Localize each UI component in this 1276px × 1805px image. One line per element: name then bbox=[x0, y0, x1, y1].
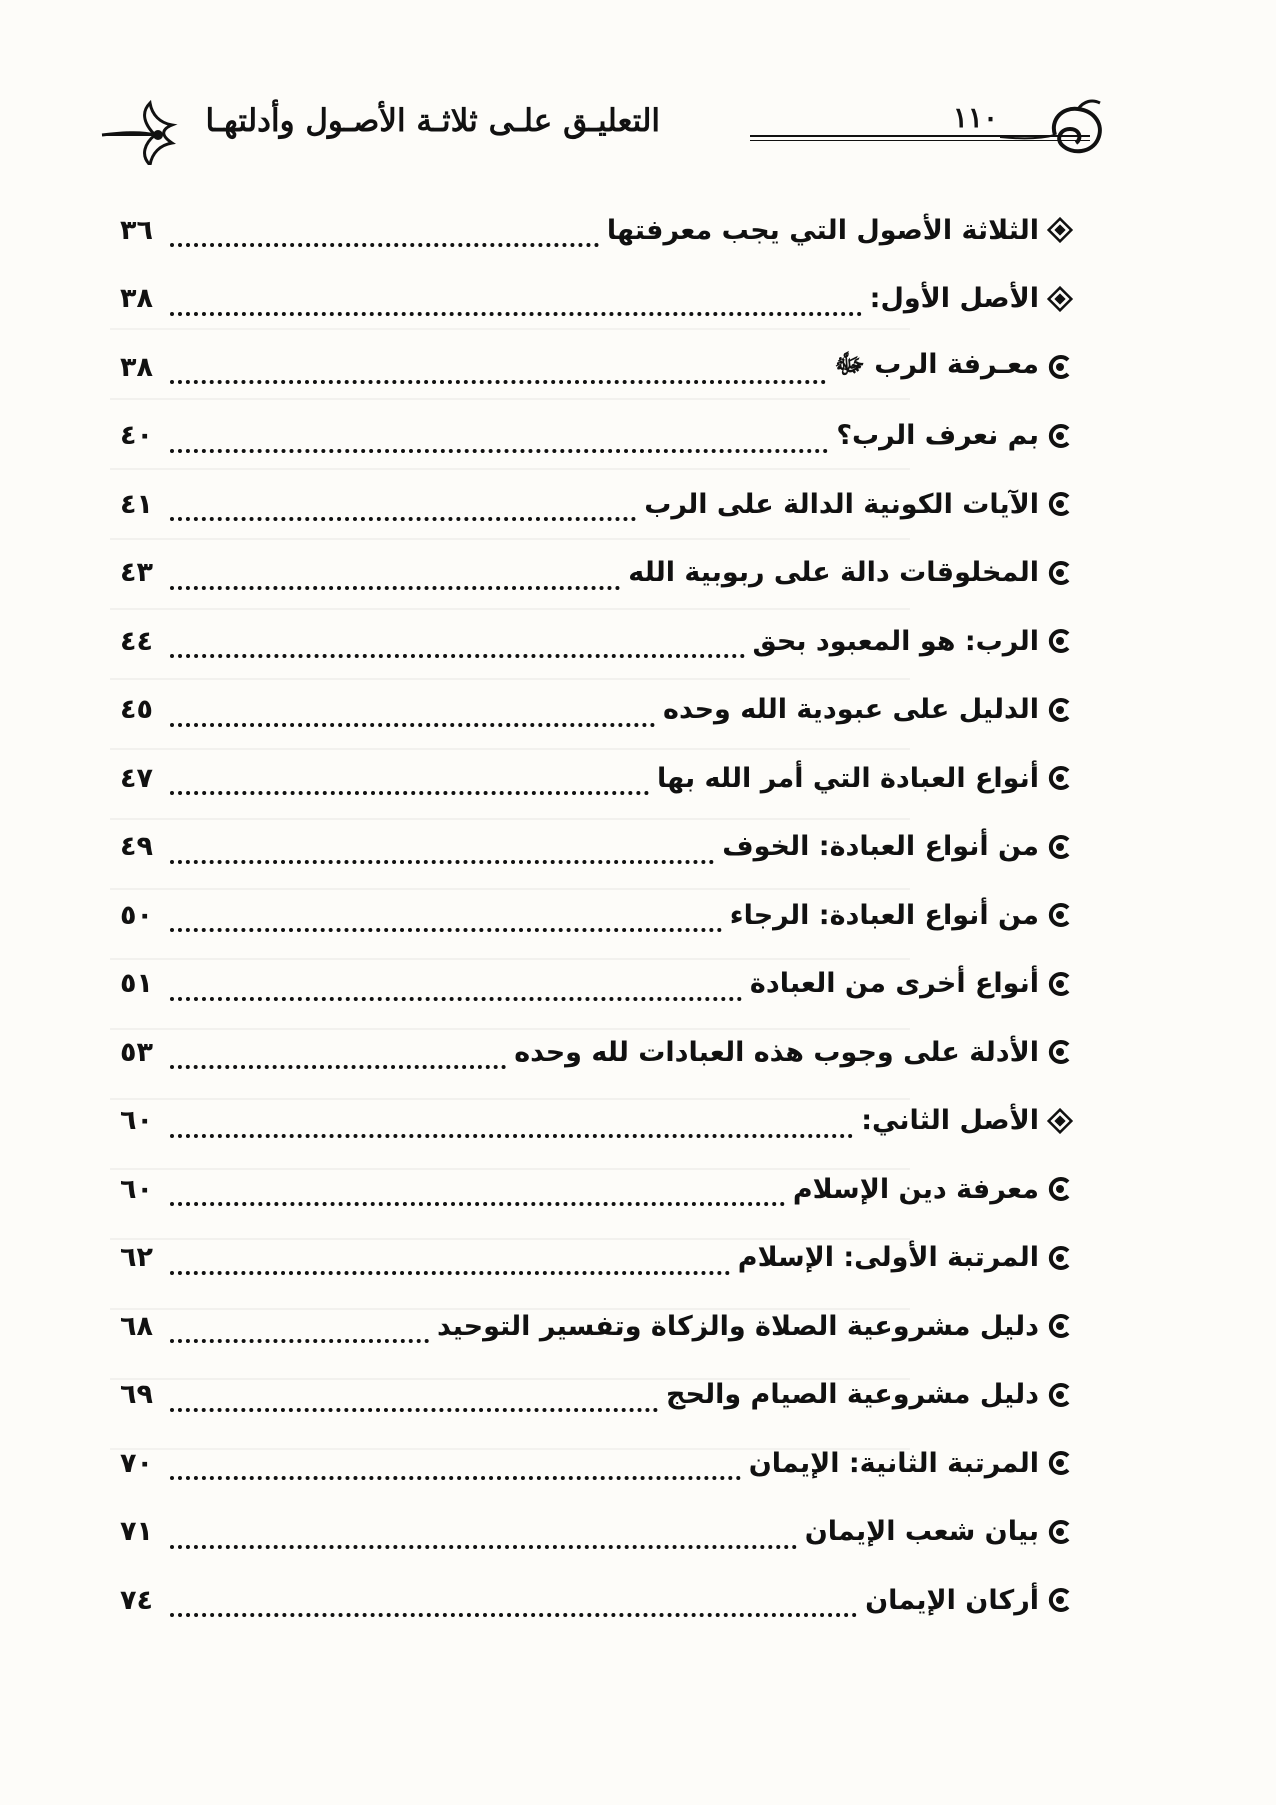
ring-bullet-icon bbox=[1045, 558, 1075, 588]
toc-entry-title: دليل مشروعية الصيام والحج bbox=[666, 1379, 1039, 1411]
toc-entry-page: ٤٩ bbox=[120, 831, 153, 863]
diamond-bullet-icon bbox=[1045, 284, 1075, 314]
dot-leader bbox=[170, 1114, 853, 1138]
dot-leader bbox=[170, 977, 742, 1001]
toc-entry-page: ٦٨ bbox=[120, 1310, 153, 1342]
toc-entry-title: الأصل الثاني: bbox=[861, 1105, 1039, 1137]
ring-bullet-icon bbox=[1045, 1311, 1075, 1341]
toc-entry-page: ٤١ bbox=[120, 488, 153, 520]
toc-section-row bbox=[120, 265, 1075, 334]
ring-bullet-icon bbox=[1045, 1243, 1075, 1273]
toc-entry-page: ٤٠ bbox=[120, 420, 153, 452]
ring-bullet-icon bbox=[1045, 626, 1075, 656]
toc-item-row bbox=[120, 950, 1075, 1019]
toc-entry-title: معـرفة الرب ﷻ bbox=[834, 349, 1039, 381]
toc-section-row bbox=[120, 196, 1075, 265]
toc-entry-page: ٣٦ bbox=[120, 214, 153, 246]
dot-leader bbox=[170, 1388, 658, 1412]
toc-entry-page: ٦٢ bbox=[120, 1242, 153, 1274]
toc-entry-title: بم نعرف الرب؟ bbox=[836, 420, 1039, 452]
toc-item-row bbox=[120, 1429, 1075, 1498]
dot-leader bbox=[170, 223, 599, 247]
toc-entry-page: ٧١ bbox=[120, 1516, 153, 1548]
toc-entry-title: أنواع العبادة التي أمر الله بها bbox=[657, 762, 1039, 794]
dot-leader bbox=[170, 497, 636, 521]
dot-leader bbox=[170, 703, 655, 727]
toc-item-row bbox=[120, 1224, 1075, 1293]
left-ornament-icon bbox=[100, 95, 180, 165]
page-number: ١١٠ bbox=[952, 101, 998, 134]
toc-entry-page: ٤٣ bbox=[120, 557, 153, 589]
dot-leader bbox=[170, 292, 862, 316]
toc-entry-title: المرتبة الأولى: الإسلام bbox=[737, 1242, 1039, 1274]
diamond-bullet-icon bbox=[1045, 215, 1075, 245]
toc-entry-page: ٤٥ bbox=[120, 694, 153, 726]
ring-bullet-icon bbox=[1045, 1174, 1075, 1204]
toc-entry-page: ٦٠ bbox=[120, 1105, 153, 1137]
toc-item-row bbox=[120, 1361, 1075, 1430]
toc-entry-title: المرتبة الثانية: الإيمان bbox=[748, 1447, 1039, 1479]
ring-bullet-icon bbox=[1045, 489, 1075, 519]
dot-leader bbox=[170, 1251, 730, 1275]
dot-leader bbox=[170, 1593, 857, 1617]
toc-entry-title: المخلوقات دالة على ربوبية الله bbox=[628, 557, 1039, 589]
ring-bullet-icon bbox=[1045, 832, 1075, 862]
ring-bullet-icon bbox=[1045, 421, 1075, 451]
ring-bullet-icon bbox=[1045, 1037, 1075, 1067]
toc-entry-title: الآيات الكونية الدالة على الرب bbox=[644, 488, 1039, 520]
toc-entry-title: الأصل الأول: bbox=[869, 283, 1039, 315]
toc-entry-title: أركان الإيمان bbox=[865, 1584, 1039, 1616]
toc-item-row bbox=[120, 1018, 1075, 1087]
ring-bullet-icon bbox=[1045, 1380, 1075, 1410]
toc-item-row bbox=[120, 539, 1075, 608]
toc-entry-page: ٥٠ bbox=[120, 899, 153, 931]
toc-entry-title: معرفة دين الإسلام bbox=[792, 1173, 1039, 1205]
toc-entry-page: ٧٠ bbox=[120, 1447, 153, 1479]
toc-entry-page: ٥٣ bbox=[120, 1036, 153, 1068]
dot-leader bbox=[170, 840, 714, 864]
toc-entry-title: أنواع أخرى من العبادة bbox=[749, 968, 1039, 1000]
ring-bullet-icon bbox=[1045, 1585, 1075, 1615]
toc-entry-title: الأدلة على وجوب هذه العبادات لله وحده bbox=[514, 1036, 1039, 1068]
dot-leader bbox=[170, 908, 722, 932]
toc-item-row bbox=[120, 1292, 1075, 1361]
page-header bbox=[100, 95, 1110, 165]
dot-leader bbox=[170, 1045, 506, 1069]
toc-item-row bbox=[120, 881, 1075, 950]
dot-leader bbox=[170, 566, 620, 590]
toc-item-row bbox=[120, 333, 1075, 402]
dot-leader bbox=[170, 360, 826, 384]
ring-bullet-icon bbox=[1045, 969, 1075, 999]
toc-item-row bbox=[120, 813, 1075, 882]
ring-bullet-icon bbox=[1045, 1517, 1075, 1547]
ring-bullet-icon bbox=[1045, 900, 1075, 930]
toc-item-row bbox=[120, 1498, 1075, 1567]
ring-bullet-icon bbox=[1045, 763, 1075, 793]
toc-entry-title: من أنواع العبادة: الخوف bbox=[722, 831, 1039, 863]
toc-item-row bbox=[120, 470, 1075, 539]
dot-leader bbox=[170, 771, 649, 795]
toc-entry-title: الرب: هو المعبود بحق bbox=[752, 625, 1039, 657]
toc-entry-page: ٥١ bbox=[120, 968, 153, 1000]
toc-entry-title: بيان شعب الإيمان bbox=[804, 1516, 1039, 1548]
diamond-bullet-icon bbox=[1045, 1106, 1075, 1136]
toc-entry-page: ٣٨ bbox=[120, 351, 153, 383]
toc-entry-page: ٣٨ bbox=[120, 283, 153, 315]
toc-entry-page: ٤٧ bbox=[120, 762, 153, 794]
toc-entry-page: ٦٩ bbox=[120, 1379, 153, 1411]
toc-item-row bbox=[120, 607, 1075, 676]
right-ornament-icon bbox=[1000, 95, 1110, 165]
dot-leader bbox=[170, 1525, 797, 1549]
toc-entry-page: ٧٤ bbox=[120, 1584, 153, 1616]
ring-bullet-icon bbox=[1045, 695, 1075, 725]
toc-entry-title: دليل مشروعية الصلاة والزكاة وتفسير التوحيد bbox=[437, 1310, 1039, 1342]
dot-leader bbox=[170, 429, 828, 453]
toc-entry-page: ٦٠ bbox=[120, 1173, 153, 1205]
toc-item-row bbox=[120, 402, 1075, 471]
table-of-contents bbox=[120, 196, 1075, 1635]
toc-item-row bbox=[120, 1155, 1075, 1224]
dot-leader bbox=[170, 1182, 785, 1206]
toc-entry-title: الدليل على عبودية الله وحده bbox=[663, 694, 1039, 726]
ring-bullet-icon bbox=[1045, 1448, 1075, 1478]
toc-entry-title: الثلاثة الأصول التي يجب معرفتها bbox=[606, 214, 1039, 246]
toc-entry-title: من أنواع العبادة: الرجاء bbox=[729, 899, 1039, 931]
toc-item-row bbox=[120, 676, 1075, 745]
dot-leader bbox=[170, 634, 745, 658]
toc-item-row bbox=[120, 1566, 1075, 1635]
toc-item-row bbox=[120, 744, 1075, 813]
dot-leader bbox=[170, 1319, 429, 1343]
toc-entry-page: ٤٤ bbox=[120, 625, 153, 657]
running-title: التعليـق علـى ثلاثـة الأصـول وأدلتهـا bbox=[205, 103, 660, 139]
ring-bullet-icon bbox=[1045, 352, 1075, 382]
toc-section-row bbox=[120, 1087, 1075, 1156]
dot-leader bbox=[170, 1456, 741, 1480]
